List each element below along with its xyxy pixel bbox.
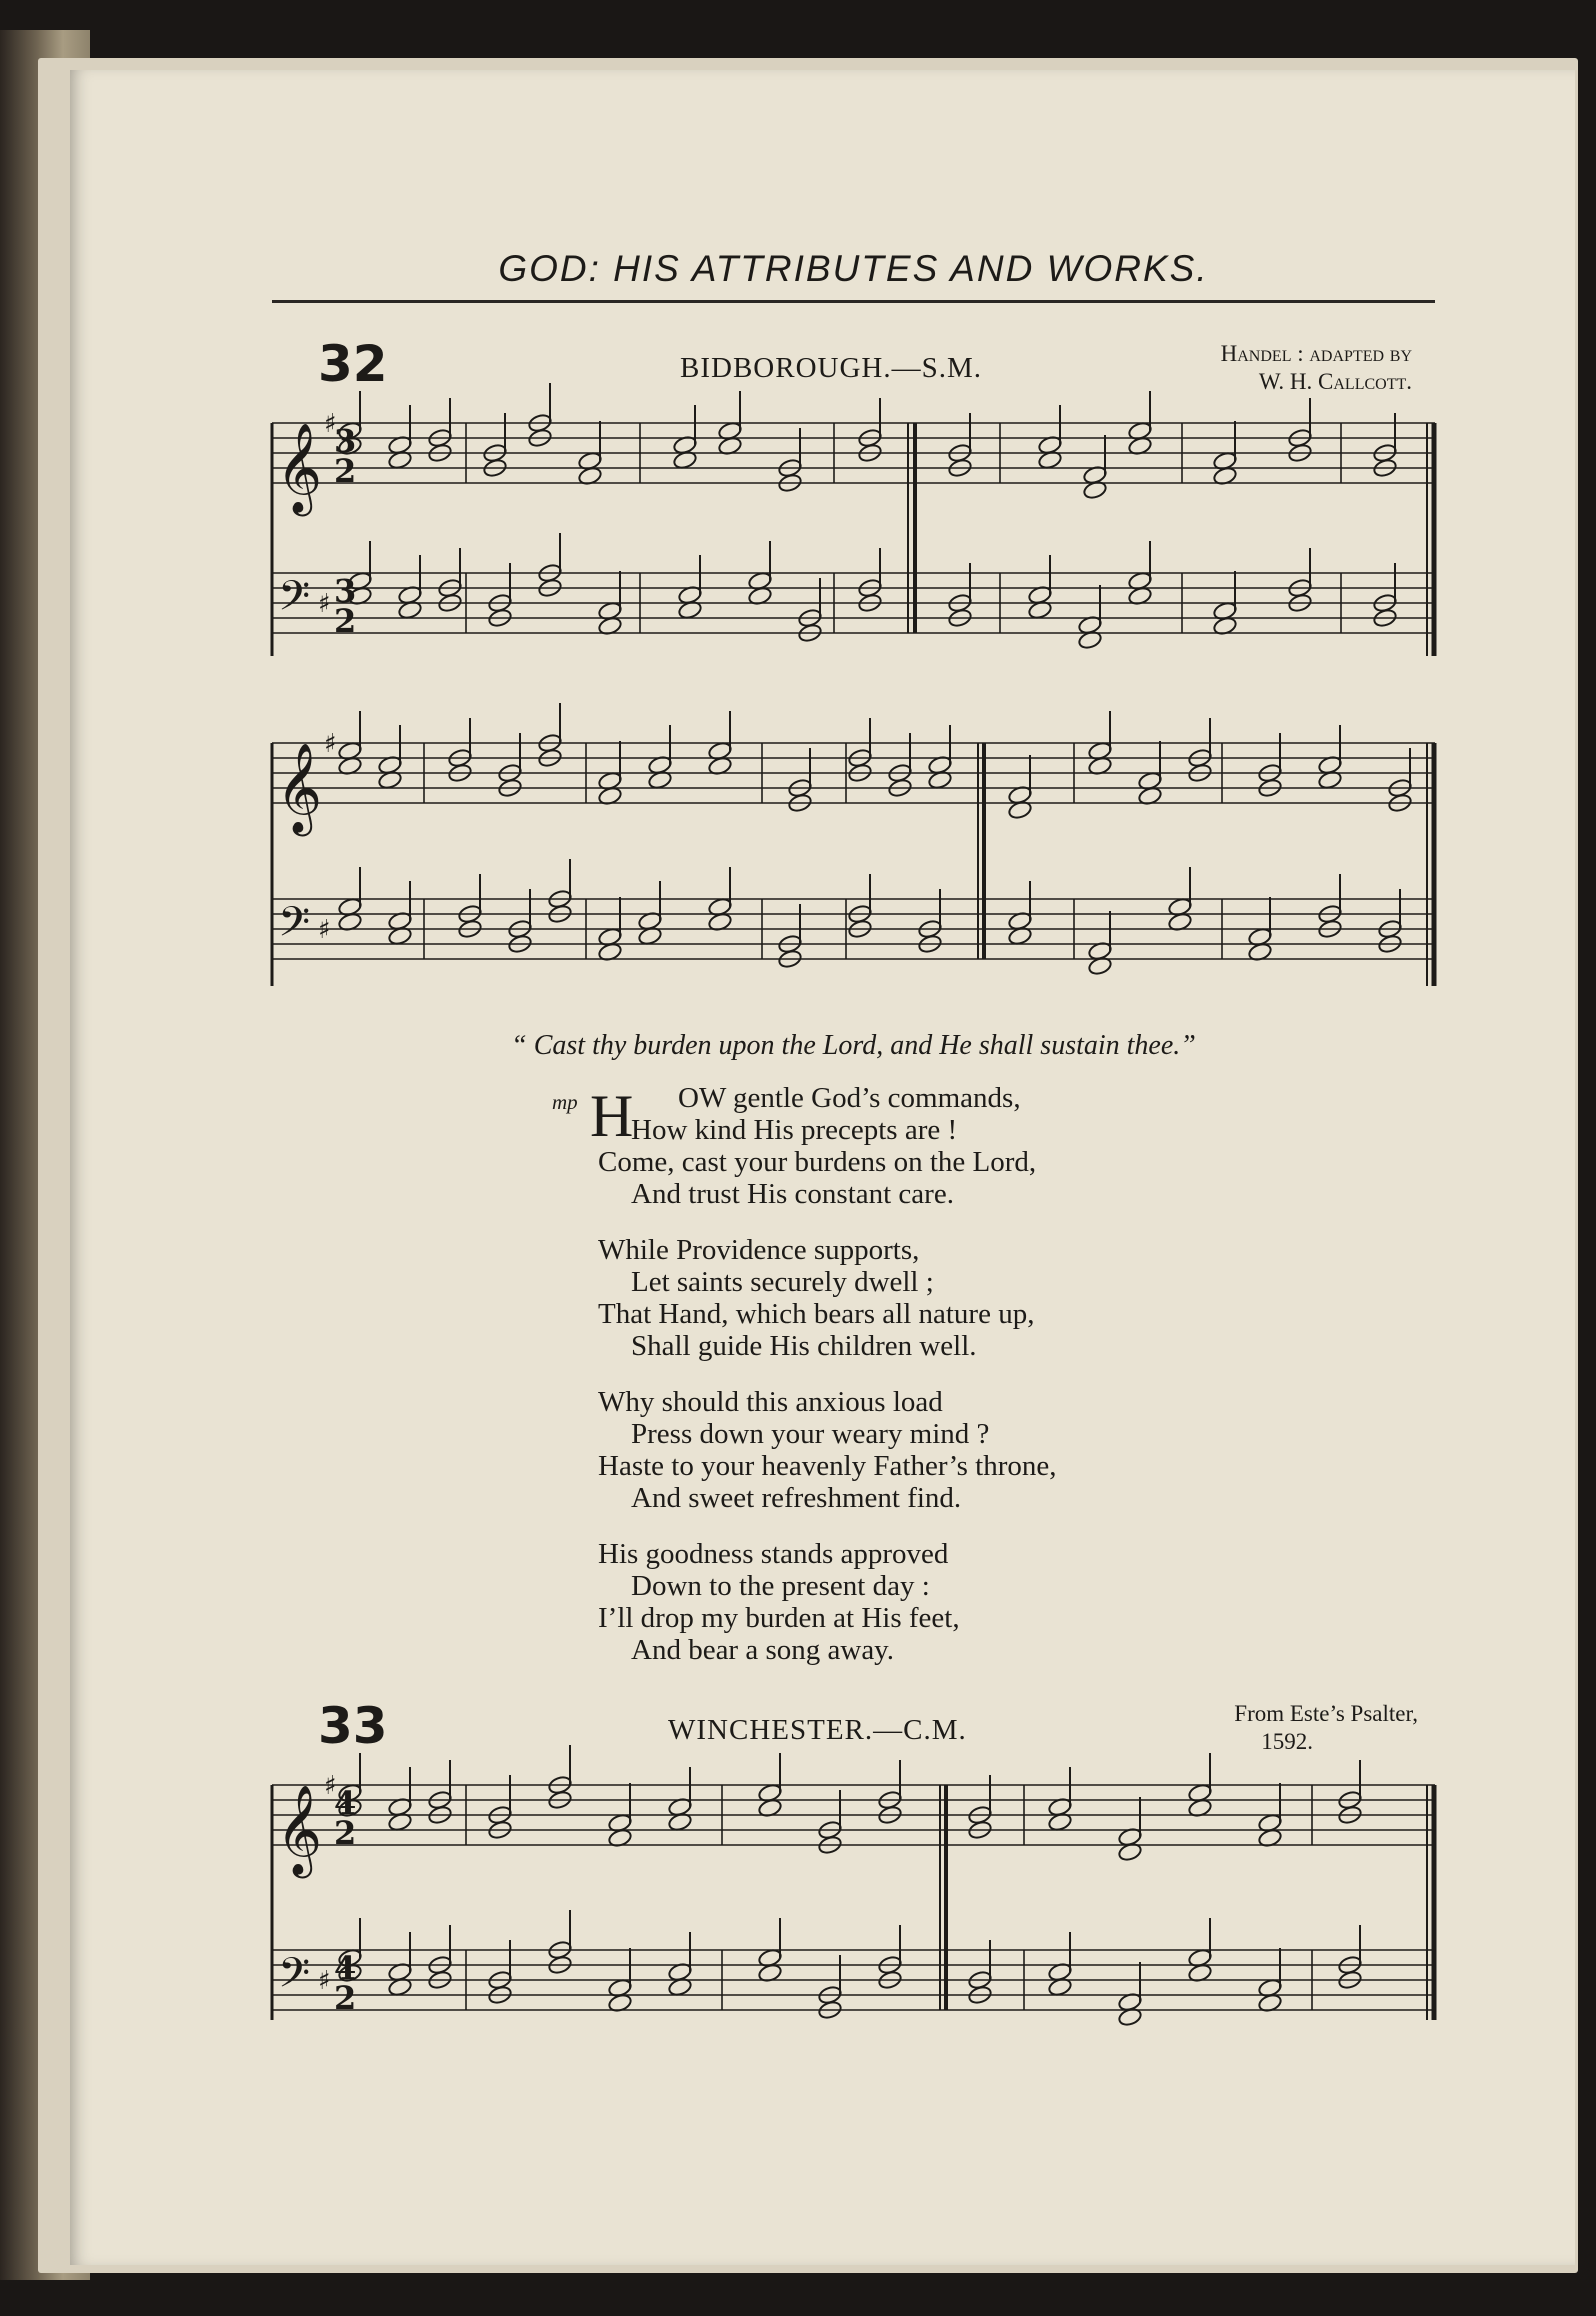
stanza-line: That Hand, which bears all nature up,: [598, 1298, 1035, 1330]
stanza-line: Down to the present day :: [631, 1570, 930, 1602]
bass-clef-icon: 𝄢: [278, 898, 311, 956]
stanza-2: [598, 1234, 1198, 1362]
bass-clef-icon: 𝄢: [278, 572, 311, 630]
time-sig-top: 3: [334, 422, 357, 460]
tune-name-winchester: WINCHESTER.—C.M.: [668, 1714, 967, 1746]
source-line-1: From Este’s Psalter,: [1234, 1701, 1418, 1726]
stanza-line: His goodness stands approved: [598, 1538, 949, 1570]
sharp-icon: ♯: [318, 915, 331, 945]
stanza-line: Come, cast your burdens on the Lord,: [598, 1146, 1037, 1178]
stanza-line: I’ll drop my burden at His feet,: [598, 1602, 960, 1634]
composer-line-2: W. H. Callcott.: [1258, 369, 1412, 394]
stanza-line: While Providence supports,: [598, 1234, 920, 1266]
sharp-icon: ♯: [324, 409, 337, 439]
stanza-3: [598, 1386, 1198, 1514]
drop-cap: H: [590, 1083, 634, 1149]
stanza-line: How kind His precepts are !: [631, 1114, 958, 1146]
stanza-line: Haste to your heavenly Father’s throne,: [598, 1450, 1057, 1482]
stanza-line: OW gentle God’s commands,: [678, 1082, 1021, 1114]
stanza-line: And sweet refreshment find.: [631, 1482, 962, 1514]
treble-clef-icon: 𝄞: [276, 423, 323, 513]
stanza-line: Press down your weary mind ?: [631, 1418, 990, 1450]
dynamic-marking: mp: [552, 1090, 578, 1114]
hymn-number-32: 32: [318, 335, 388, 393]
time-sig-bottom: 2: [334, 602, 357, 640]
stanza-1: [598, 1082, 1198, 1210]
sharp-icon: ♯: [324, 729, 337, 759]
time-sig-bottom: 2: [334, 1814, 357, 1852]
bass-clef-icon: 𝄢: [278, 1949, 311, 2007]
stanza-line: Shall guide His children well.: [631, 1330, 977, 1362]
source-line-2: 1592.: [1261, 1729, 1313, 1754]
epigraph: “ Cast thy burden upon the Lord, and He shall sustain thee.”: [511, 1030, 1196, 1061]
time-sig-top: 4: [334, 1784, 357, 1822]
stanza-line: And bear a song away.: [631, 1634, 895, 1666]
treble-staff-1: [272, 423, 1435, 483]
sharp-icon: ♯: [318, 1966, 331, 1996]
hymn-text: [598, 1082, 1198, 1690]
treble-clef-icon: 𝄞: [276, 1785, 323, 1875]
treble-clef-icon: 𝄞: [276, 743, 323, 833]
composer-line-1: Handel : adapted by: [1220, 341, 1412, 366]
source-attribution: [1100, 1700, 1418, 1756]
running-head: GOD: HIS ATTRIBUTES AND WORKS.: [498, 248, 1209, 289]
time-sig-top: 3: [334, 572, 357, 610]
time-sig-bottom: 2: [334, 1979, 357, 2017]
time-sig-top: 4: [334, 1949, 357, 1987]
hymn-number-33: 33: [318, 1697, 388, 1755]
tune-name-bidborough: BIDBOROUGH.—S.M.: [680, 352, 983, 384]
stanza-line: Let saints securely dwell ;: [631, 1266, 934, 1298]
stanza-4: [598, 1538, 1198, 1666]
time-sig-bottom: 2: [334, 452, 357, 490]
sharp-icon: ♯: [318, 589, 331, 619]
stanza-line: And trust His constant care.: [631, 1178, 954, 1210]
sharp-icon: ♯: [324, 1771, 337, 1801]
stanza-line: Why should this anxious load: [598, 1386, 943, 1418]
